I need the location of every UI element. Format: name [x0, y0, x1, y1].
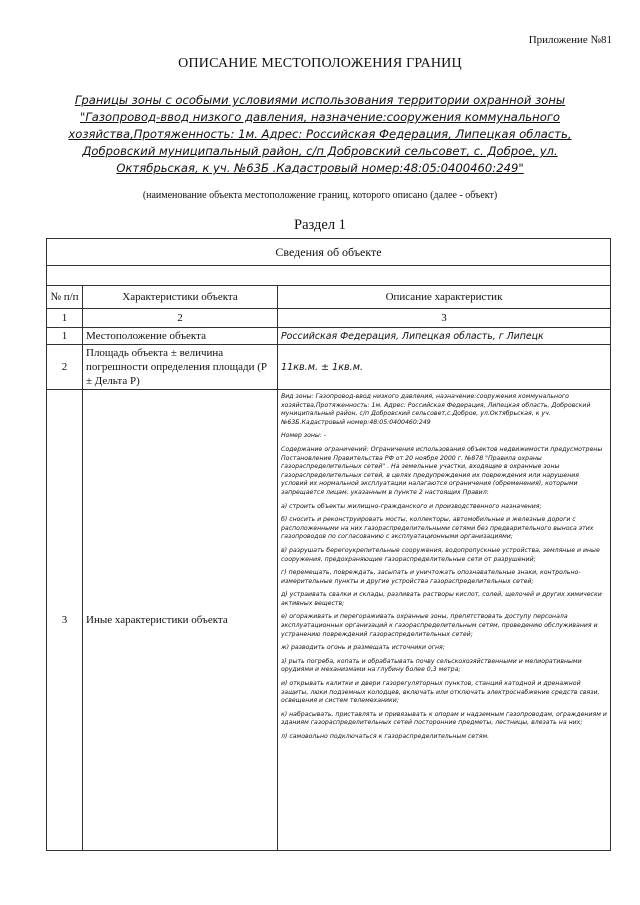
other-characteristics-text	[278, 390, 611, 851]
column-number-1: 1	[47, 309, 83, 328]
detail-paragraph: Вид зоны: Газопровод-ввод низкого давления, назначение:сооружения коммунального хозяйства,Протяженность: 1м. Адрес: Российская Федерация, Липецкая область, Добровский муниципальный район, с/п Добровский сельсовет,с.Доброе, ул.Октябрьская, к уч. №63Б.Кадастровый номер:48:05:0400460:249	[281, 393, 591, 426]
detail-paragraph: е) огораживать и перегораживать охранные зоны, препятствовать доступу персонала эксплуатационных организаций к газораспределительным сетям, проведению обслуживания и устранению повреждений газораспределительных сетей;	[281, 613, 598, 638]
document-title: ОПИСАНИЕ МЕСТОПОЛОЖЕНИЯ ГРАНИЦ	[178, 56, 462, 71]
table-row	[47, 345, 611, 390]
empty-row	[47, 266, 611, 286]
row-characteristic: Иные характеристики объекта	[83, 390, 278, 851]
detail-paragraph: а) строить объекты жилищно-гражданского и производственного назначения;	[281, 502, 542, 510]
table-row	[47, 390, 611, 851]
row-characteristic: Местоположение объекта	[83, 328, 278, 345]
detail-paragraph: д) устраивать свалки и склады, разливать растворы кислот, солей, щелочей и других химически активных веществ;	[281, 591, 602, 607]
column-number-2: 2	[83, 309, 278, 328]
detail-paragraph: Номер зоны: -	[281, 432, 327, 440]
appendix-number: Приложение №81	[528, 34, 612, 46]
row-number: 2	[47, 345, 83, 390]
detail-paragraph: Содержание ограничений: Ограничения использования объектов недвижимости предусмотрены Постановление Правительства РФ от 20 ноября 2000 г. №878 "Правила охраны газораспределительных сетей" . На земельные участки, входящие в охранные зоны газораспределительных сетей, в целях предупреждения их повреждения или нарушения условий их нормальной эксплуатации налагаются ограничения (обременения), которыми запрещается лицам, указанным в пункте 2 настоящих Правил:	[281, 445, 603, 496]
column-header-characteristic: Характеристики объекта	[83, 286, 278, 309]
section-title: Раздел 1	[294, 217, 346, 233]
row-number: 1	[47, 328, 83, 345]
detail-paragraph: к) набрасывать, приставлять и привязывать к опорам и надземным газопроводам, ограждениям и зданиям газораспределительных сетей посторонние предметы, лестницы, влезать на них;	[281, 710, 607, 727]
detail-paragraph: б) сносить и реконструировать мосты, коллекторы, автомобильные и железные дороги с расположенными на них газораспределительными сетями без предварительного выноса этих газопроводов по согласованию с эксплуатационными организациями;	[281, 516, 594, 541]
row-number: 3	[47, 390, 83, 851]
column-header-number: № п/п	[47, 286, 83, 309]
detail-paragraph: ж) разводить огонь и размещать источники огня;	[281, 644, 445, 652]
detail-paragraph: в) разрушать берегоукрепительные сооружения, водопропускные устройства, земляные и иные сооружения, предохраняющие газораспределительные сети от разрушений;	[281, 546, 600, 563]
detail-paragraph: л) самовольно подключаться к газораспределительным сетям.	[281, 733, 490, 740]
column-header-description: Описание характеристик	[278, 286, 611, 309]
column-number-3: 3	[278, 309, 611, 328]
table-title: Сведения об объекте	[47, 239, 611, 266]
detail-paragraph: и) открывать калитки и двери газорегуляторных пунктов, станций катодной и дренажной защиты, люки подземных колодцев, включать или отключать электроснабжение средств связи, освещения и систем телемеханики;	[281, 680, 600, 705]
object-name: Границы зоны с особыми условиями использования территории охранной зоны "Газопровод-ввод низкого давления, назначение:сооружения коммунального хозяйства,Протяженность: 1м. Адрес: Российская Федерация, Липецкая область, Добровский муниципальный район, с/п Добровский сельсовет, с. Доброе, ул. Октябрьская, к уч. №63Б .Кадастровый номер:48:05:0400460:249"	[68, 93, 572, 175]
row-description: Российская Федерация, Липецкая область, г Липецк	[278, 328, 611, 345]
row-description: 11кв.м. ± 1кв.м.	[278, 345, 611, 390]
object-info-table	[46, 238, 611, 851]
detail-paragraph: г) перемещать, повреждать, засыпать и уничтожать опознавательные знаки, контрольно-измерительные пункты и другие устройства газораспределительных сетей;	[281, 569, 581, 585]
detail-paragraph: з) рыть погреба, копать и обрабатывать почву сельскохозяйственными и мелиоративными орудиями и механизмами на глубину более 0,3 метра;	[281, 657, 582, 674]
object-name-caption: (наименование объекта местоположение границ, которого описано (далее - объект)	[142, 190, 498, 201]
table-row	[47, 328, 611, 345]
row-characteristic: Площадь объекта ± величина погрешности определения площади (Р ± Дельта Р)	[83, 345, 278, 390]
